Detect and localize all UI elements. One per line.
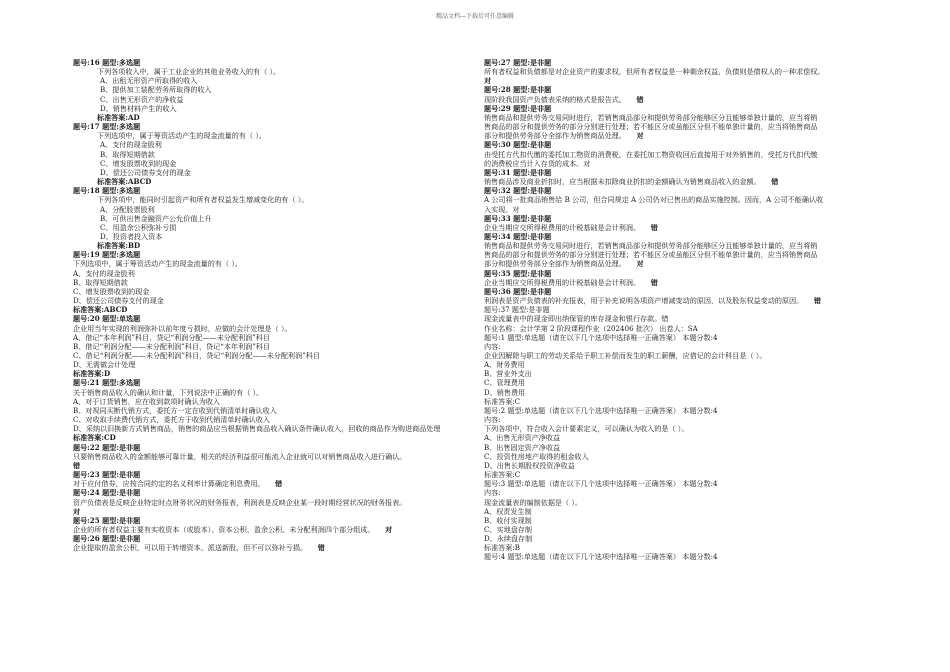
- text-line: [73, 259, 473, 268]
- line-text: B、出售固定资产净收益: [484, 442, 561, 452]
- text-line: [484, 159, 886, 168]
- text-line: [484, 516, 886, 525]
- text-line: [484, 470, 886, 479]
- line-text: D、无需做会计处理: [73, 360, 136, 370]
- text-line: [73, 525, 473, 534]
- text-line: [73, 388, 473, 397]
- text-line: [484, 552, 886, 561]
- text-line: [73, 433, 473, 442]
- line-text: 资产负债表是反映企业特定时点财务状况的财务报表，利润表是反映企业某一段时期经营状况的财务报表。: [73, 497, 407, 507]
- text-line: [484, 314, 886, 323]
- text-line: [484, 85, 886, 94]
- text-line: [73, 452, 473, 461]
- answer-mark: 错: [813, 296, 821, 306]
- line-text: 题号:2 题型:单选题（请在以下几个选项中选择唯一正确答案） 本题分数:4: [484, 405, 718, 415]
- text-line: [484, 140, 886, 149]
- line-text: 内容:: [484, 415, 501, 425]
- text-line: [73, 177, 473, 186]
- line-text: 题号:35 题型:是非题: [484, 268, 552, 278]
- line-text: D、出售长期股权投资净收益: [484, 460, 575, 470]
- line-text: 内容:: [484, 488, 501, 498]
- text-line: [73, 516, 473, 525]
- line-text: 题号:19 题型:多选题: [73, 250, 141, 260]
- text-line: [73, 378, 473, 387]
- answer-mark: 错: [650, 277, 658, 287]
- line-text: 标准答案:ABCD: [97, 177, 152, 187]
- line-text: 题号:18 题型:多选题: [73, 186, 141, 196]
- line-text: 企业提取的盈余公积，可以用于转增资本、派送新股，但不可以弥补亏损。: [73, 543, 304, 553]
- text-line: [484, 397, 886, 406]
- line-text: 企业的所有者权益主要有实收资本（或股本）、资本公积、盈余公积、未分配利润四个部分组成。: [73, 524, 371, 534]
- line-text: 题号:25 题型:是非题: [73, 515, 141, 525]
- text-line: [484, 186, 886, 195]
- text-line: [73, 223, 473, 232]
- line-text: 部分和提供劳务部分全部作为销售商品处理。: [484, 259, 623, 269]
- line-text: 现阶段我国资产负债表采纳的格式是报告式。: [484, 94, 623, 104]
- line-text: 只要销售商品收入的金额能够可靠计量，相关的经济利益很可能流入企业就可以对销售商品收入进行确认。: [73, 451, 407, 461]
- line-text: A、出售无形资产净收益: [484, 433, 561, 443]
- line-text: D、投资者投入资本: [100, 231, 163, 241]
- left-column: [73, 58, 473, 552]
- line-text: 所有者权益和负债都是对企业资产的要求权，但所有者权益是一种剩余权益，负债则是债权人的一种求偿权。: [484, 67, 825, 77]
- line-text: 对: [73, 506, 81, 516]
- text-line: [484, 223, 886, 232]
- text-line: [73, 140, 473, 149]
- line-text: 现金流量表中的现金即出纳保管的库存现金和银行存款。错: [484, 314, 669, 324]
- text-line: [484, 388, 886, 397]
- text-line: [484, 452, 886, 461]
- line-text: C、用盈余公积弥补亏损: [100, 222, 177, 232]
- text-line: [484, 342, 886, 351]
- line-text: A、财务费用: [484, 360, 525, 370]
- text-line: [73, 543, 473, 552]
- line-text: 作业名称：会计学第 2 阶段课程作业（202406 批次） 出卷人：SA: [484, 323, 698, 333]
- line-text: D、偿还公司债券支付的现金: [73, 296, 164, 306]
- text-line: [484, 424, 886, 433]
- line-text: 题号:20 题型:单选题: [73, 314, 141, 324]
- text-line: [484, 241, 886, 250]
- line-text: A 公司将一批商品销售给 B 公司，但合同规定 A 公司仍对已售出的商品实施控制。因而，A 公司不能确认收: [484, 195, 824, 205]
- answer-mark: 错: [650, 222, 658, 232]
- line-text: A、借记“本年利润”科目，贷记“利润分配——未分配利润”科目: [73, 332, 270, 342]
- line-text: 题号:21 题型:多选题: [73, 378, 141, 388]
- line-text: 标准答案:CD: [73, 433, 116, 443]
- line-text: 题号:28 题型:是非题: [484, 85, 552, 95]
- text-line: [484, 507, 886, 516]
- line-text: D、永续盘存制: [484, 534, 533, 544]
- line-text: 题号:32 题型:是非题: [484, 186, 552, 196]
- text-line: [73, 214, 473, 223]
- text-line: [73, 287, 473, 296]
- line-text: B、取得短期借款: [73, 277, 128, 287]
- line-text: 错: [73, 460, 81, 470]
- text-line: [73, 195, 473, 204]
- text-line: [484, 150, 886, 159]
- line-text: 标准答案:AD: [97, 112, 140, 122]
- line-text: C、增发股票收到的现金: [100, 158, 177, 168]
- line-text: 现金流量表的编制依据是（ ）。: [484, 497, 583, 507]
- text-line: [484, 287, 886, 296]
- line-text: 内容:: [484, 341, 501, 351]
- text-line: [484, 378, 886, 387]
- text-line: [484, 58, 886, 67]
- line-text: 销售商品和提供劳务交易同时进行，若销售商品部分和提供劳务部分能够区分且能够单独计量的，应当将销: [484, 241, 818, 251]
- text-line: [73, 150, 473, 159]
- text-line: [484, 214, 886, 223]
- line-text: 由受托方代扣代缴的委托加工物资的消费税，在委托加工物资收回后直接用于对外销售的，受托方代扣代缴: [484, 149, 818, 159]
- line-text: D、采纳以旧换新方式销售商品，销售的商品应当根据销售商品收入确认条件确认收入，回收的商品作为购进商品处理: [73, 424, 441, 434]
- line-text: 题号:34 题型:是非题: [484, 231, 552, 241]
- text-line: [484, 205, 886, 214]
- text-line: [73, 397, 473, 406]
- text-line: [484, 113, 886, 122]
- line-text: 对: [484, 76, 492, 86]
- text-line: [73, 85, 473, 94]
- text-line: [484, 67, 886, 76]
- text-line: [484, 278, 886, 287]
- line-text: 题号:23 题型:是非题: [73, 470, 141, 480]
- text-line: [73, 269, 473, 278]
- text-line: [73, 232, 473, 241]
- text-line: [484, 324, 886, 333]
- text-line: [484, 461, 886, 470]
- line-text: 题号:22 题型:是非题: [73, 442, 141, 452]
- line-text: C、借记“利润分配——未分配利润”科目，贷记“利润分配——未分配利润”科目: [73, 351, 320, 360]
- text-line: [484, 131, 886, 140]
- line-text: B、可供出售金融资产公允价值上升: [100, 213, 212, 223]
- text-line: [484, 177, 886, 186]
- line-text: A、支付的现金股利: [100, 140, 162, 150]
- line-text: B、对视同买断代销方式，委托方一定在收到代销清单时确认收入: [73, 405, 277, 415]
- text-line: [73, 488, 473, 497]
- text-line: [73, 58, 473, 67]
- text-line: [484, 360, 886, 369]
- line-text: D、销售费用: [484, 387, 526, 397]
- line-text: 标准答案:D: [73, 369, 111, 379]
- text-line: [73, 443, 473, 452]
- text-line: [73, 159, 473, 168]
- text-line: [73, 205, 473, 214]
- page-header: 精品文档---下载后可任意编辑: [435, 13, 515, 20]
- text-line: [73, 351, 473, 360]
- answer-mark: 对: [385, 524, 393, 534]
- text-line: [73, 479, 473, 488]
- text-line: [73, 104, 473, 113]
- text-line: [484, 250, 886, 259]
- line-text: 题号:17 题型:多选题: [73, 122, 141, 132]
- text-line: [484, 525, 886, 534]
- line-text: 标准答案:ABCD: [73, 305, 128, 315]
- line-text: 题号:4 题型:单选题（请在以下几个选项中选择唯一正确答案） 本题分数:4: [484, 552, 718, 562]
- text-line: [73, 122, 473, 131]
- text-line: [484, 104, 886, 113]
- line-text: A、权责发生制: [484, 506, 532, 516]
- line-text: C、对收取手续费代销方式，委托方于收到代销清单时确认收入: [73, 415, 270, 425]
- text-line: [73, 296, 473, 305]
- text-line: [484, 534, 886, 543]
- line-text: 题号:16 题型:多选题: [73, 58, 141, 67]
- line-text: 题号:24 题型:是非题: [73, 488, 141, 498]
- line-text: A、出租无形资产所取得的收入: [100, 76, 198, 86]
- answer-mark: 对: [636, 259, 644, 269]
- line-text: C、投资性房地产取得的租金收入: [484, 451, 589, 461]
- line-text: 题号:31 题型:是非题: [484, 167, 552, 177]
- line-text: 利润表是资产负债表的补充报表，用于补充说明各项资产增减变动的原因，以及股东权益变动的原因。: [484, 296, 800, 306]
- text-line: [484, 433, 886, 442]
- line-text: B、提供加工装配劳务所取得的收入: [100, 85, 212, 95]
- text-line: [73, 342, 473, 351]
- line-text: A、对于订货销售，应在收到款项时确认为收入: [73, 396, 220, 406]
- line-text: 题号:26 题型:是非题: [73, 534, 141, 544]
- text-line: [484, 195, 886, 204]
- line-text: 题号:33 题型:是非题: [484, 213, 552, 223]
- line-text: 企业当期应交所得税费用的计税基础是会计利润。: [484, 277, 637, 287]
- answer-mark: 错: [636, 94, 644, 104]
- line-text: 题号:36 题型:是非题: [484, 286, 552, 296]
- text-line: [73, 95, 473, 104]
- text-line: [73, 186, 473, 195]
- text-line: [73, 250, 473, 259]
- text-line: [73, 333, 473, 342]
- text-line: [73, 241, 473, 250]
- text-line: [484, 543, 886, 552]
- line-text: 企业用当年实现的利润弥补以前年度亏损时，应做的会计处理是（ ）。: [73, 323, 292, 333]
- line-text: 下列选项中，属于筹资活动产生的现金流量的有（ ）。: [97, 131, 266, 141]
- text-line: [73, 360, 473, 369]
- line-text: C、实地盘存制: [484, 524, 532, 534]
- line-text: A、支付的现金股利: [73, 268, 135, 278]
- line-text: 标准答案:B: [484, 543, 520, 553]
- text-line: [484, 369, 886, 378]
- line-text: 企业因解除与职工的劳动关系给予职工补偿而发生的职工薪酬，应借记的会计科目是（ ）。: [484, 351, 767, 360]
- text-line: [484, 488, 886, 497]
- text-line: [484, 305, 886, 314]
- text-line: [484, 498, 886, 507]
- line-text: 关于销售商品收入的确认和计量，下列说法中正确的有（ ）。: [73, 387, 264, 397]
- text-line: [484, 406, 886, 415]
- line-text: 题号:1 题型:单选题（请在以下几个选项中选择唯一正确答案） 本题分数:4: [484, 332, 718, 342]
- line-text: B、营业外支出: [484, 369, 532, 379]
- line-text: 标准答案:C: [484, 470, 521, 480]
- answer-mark: 错: [771, 177, 779, 187]
- text-line: [73, 415, 473, 424]
- line-text: 部分和提供劳务部分全部作为销售商品处理。: [484, 131, 623, 141]
- text-line: [73, 305, 473, 314]
- text-line: [73, 278, 473, 287]
- line-text: 的消费税应当计入存货的成本。对: [484, 158, 591, 168]
- text-line: [73, 314, 473, 323]
- answer-mark: 错: [275, 479, 283, 489]
- text-line: [73, 76, 473, 85]
- text-line: [484, 443, 886, 452]
- text-line: [484, 95, 886, 104]
- line-text: 入实现。对: [484, 204, 520, 214]
- text-line: [73, 324, 473, 333]
- line-text: 企业当期应交所得税费用的计税基础是会计利润。: [484, 222, 637, 232]
- line-text: B、借记“利润分配——未分配利润”科目，贷记“本年利润”科目: [73, 341, 271, 351]
- text-line: [73, 470, 473, 479]
- text-line: [73, 507, 473, 516]
- line-text: C、增发股票收到的现金: [73, 286, 150, 296]
- line-text: 售商品的部分和提供劳务的部分分别进行处理；若不能区分或虽能区分但不能单独计量的，应当将销售商品: [484, 122, 818, 132]
- text-line: [484, 415, 886, 424]
- text-line: [484, 232, 886, 241]
- line-text: D、销售材料产生的收入: [100, 103, 177, 113]
- line-text: 销售商品涉及商业折扣时，应当根据未扣除商业折扣的金额确认为销售商品收入的金额。: [484, 177, 758, 187]
- line-text: C、管理费用: [484, 378, 525, 388]
- line-text: 对于应付借券，应按合同约定的名义利率计算确定利息费用。: [73, 479, 261, 489]
- line-text: 售商品的部分和提供劳务的部分分别进行处理；若不能区分或虽能区分但不能单独计量的，应当将销售商品: [484, 250, 818, 260]
- line-text: 下列各项中，能同时引起资产和所有者权益发生增减变化的有（ ）。: [97, 195, 309, 205]
- line-text: 题号:3 题型:单选题（请在以下几个选项中选择唯一正确答案） 本题分数:4: [484, 479, 718, 489]
- line-text: 题号:30 题型:是非题: [484, 140, 552, 150]
- text-line: [73, 498, 473, 507]
- text-line: [484, 333, 886, 342]
- text-line: [484, 479, 886, 488]
- line-text: A、分配股票股利: [100, 204, 155, 214]
- answer-mark: 对: [636, 131, 644, 141]
- text-line: [484, 259, 886, 268]
- text-line: [484, 351, 886, 360]
- text-line: [484, 122, 886, 131]
- text-line: [73, 67, 473, 76]
- line-text: D、偿还公司债券支付的现金: [100, 167, 191, 177]
- right-column: [484, 58, 886, 562]
- line-text: 标准答案:BD: [97, 241, 141, 251]
- text-line: [73, 424, 473, 433]
- text-line: [484, 269, 886, 278]
- answer-mark: 错: [317, 543, 325, 553]
- text-line: [73, 534, 473, 543]
- line-text: 题号:37 题型:是非题: [484, 305, 550, 315]
- line-text: 下列各项收入中，属于工业企业的其他业务收入的有（ ）。: [97, 67, 281, 77]
- text-line: [73, 131, 473, 140]
- text-line: [73, 168, 473, 177]
- line-text: 标准答案:C: [484, 396, 521, 406]
- text-line: [73, 113, 473, 122]
- line-text: B、取得短期借款: [100, 149, 155, 159]
- line-text: 下列选项中，属于筹资活动产生的现金流量的有（ ）。: [73, 259, 242, 269]
- text-line: [73, 369, 473, 378]
- text-line: [73, 406, 473, 415]
- text-line: [73, 461, 473, 470]
- text-line: [484, 76, 886, 85]
- line-text: 题号:29 题型:是非题: [484, 103, 552, 113]
- text-line: [484, 168, 886, 177]
- line-text: C、出售无形资产的净收益: [100, 94, 184, 104]
- text-line: [484, 296, 886, 305]
- line-text: 题号:27 题型:是非题: [484, 58, 552, 67]
- line-text: B、收付实现制: [484, 515, 532, 525]
- line-text: 下列各项中，符合收入会计要素定义，可以确认为收入的是（ ）。: [484, 424, 689, 434]
- line-text: 销售商品和提供劳务交易同时进行，若销售商品部分和提供劳务部分能够区分且能够单独计量的，应当将销: [484, 112, 818, 122]
